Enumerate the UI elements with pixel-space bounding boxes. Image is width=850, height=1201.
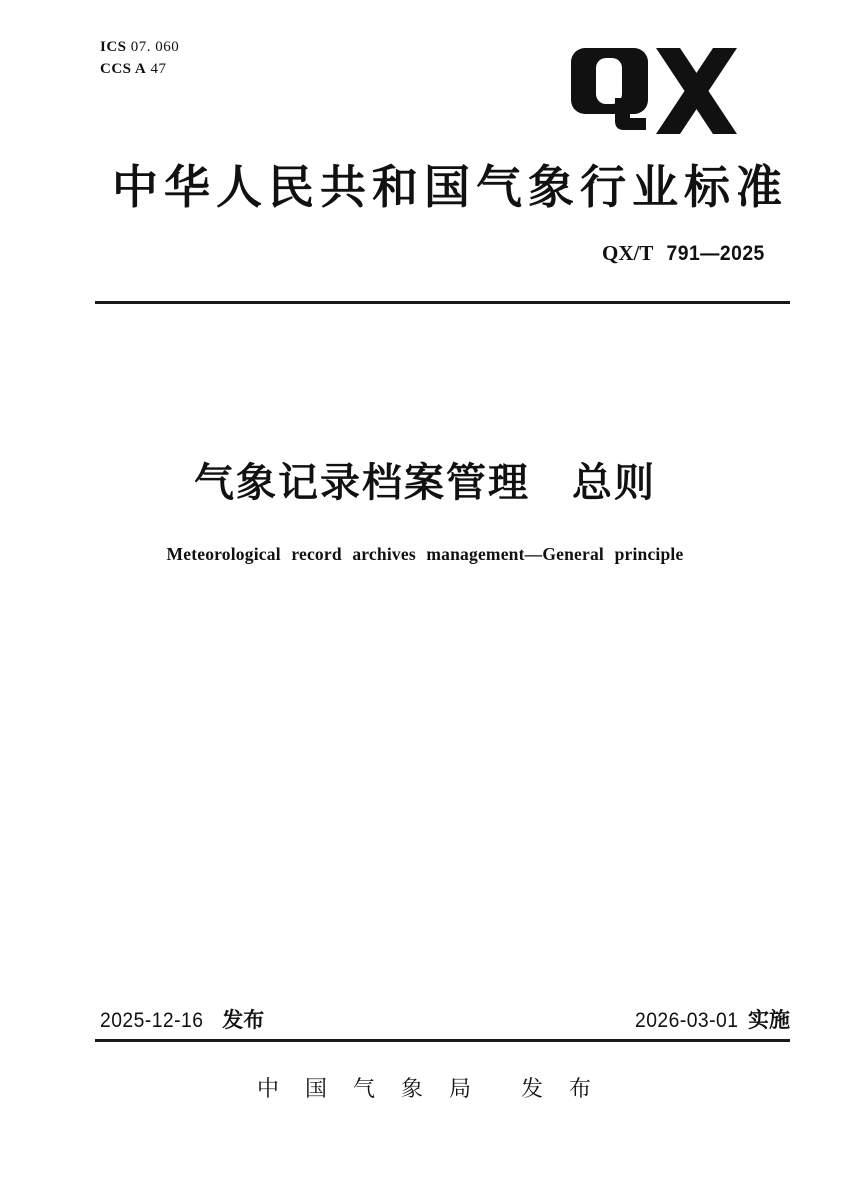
- publisher-line: 中 国 气 象 局 发 布: [256, 1076, 593, 1101]
- ics-value: 07. 060: [130, 39, 180, 55]
- issue-label: 发布: [222, 1009, 265, 1032]
- top-rule-divider: [95, 301, 790, 304]
- document-title-cn: 气象记录档案管理 总则: [194, 461, 656, 505]
- bottom-rule-divider: [95, 1039, 790, 1042]
- ccs-value: 47: [150, 61, 167, 77]
- ics-label: ICS: [100, 39, 127, 55]
- implementation-label: 实施: [748, 1009, 790, 1032]
- standard-number: [602, 241, 765, 266]
- document-title-en: Meteorological record archives management—General principle: [166, 544, 684, 564]
- qx-logo-icon: [571, 48, 738, 137]
- ics-code: [100, 36, 179, 58]
- standard-number-prefix: QX/T: [602, 241, 653, 265]
- standard-category-title: 中华人民共和国气象行业标准: [112, 161, 788, 213]
- issue-date-line: [100, 1007, 264, 1035]
- footer-dates-row: [100, 1007, 790, 1035]
- issue-date: 2025-12-16: [100, 1009, 204, 1032]
- ccs-label: CCS A: [100, 61, 147, 77]
- ccs-code: [100, 58, 179, 80]
- standard-number-value: 791—2025: [666, 242, 765, 265]
- classification-codes: [100, 36, 179, 80]
- implementation-date: 2026-03-01: [634, 1009, 739, 1032]
- implementation-date-line: [626, 1007, 790, 1035]
